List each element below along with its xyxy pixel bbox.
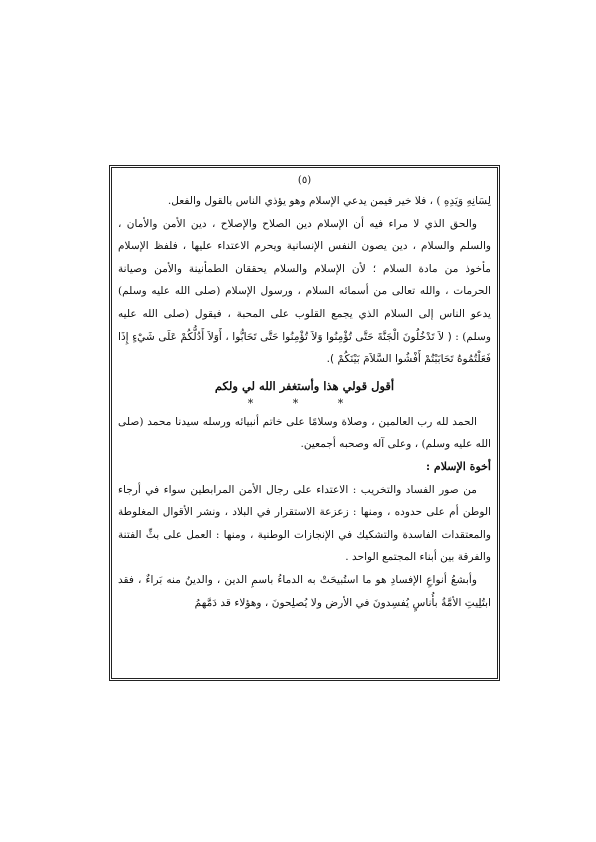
- page-frame: [109, 165, 500, 681]
- section-divider-stars: * * *: [247, 396, 362, 410]
- paragraph-islam-peace-text: والحق الذي لا مراء فيه أن الإسلام دين الصلاح والإصلاح ، دين الأمن والأمان ، والسلم والسلام ، دين يصون النفس الإنسانية ويحرم الاعتداء عليها ، فلفظ الإسلام مأخوذ من مادة السلام ؛ لأن الإسلام والسلام يحققان الطمأنينة والأمن وصيانة الحرمات ، والله تعالى من أسمائه السلام ، ورسول الإسلام (صلى الله عليه وسلم) يدعو الناس إلى السلام الذي يجمع القلوب على المحبة ، فيقول (صلى الله عليه وسلم) :: [118, 217, 491, 343]
- closing-heading: أقول قولي هذا وأستغفر الله لي ولكم: [214, 378, 395, 393]
- subheading-brothers-of-islam: أخوة الإسلام :: [426, 459, 491, 473]
- page-number: (٥): [297, 175, 312, 186]
- paragraph-worst-corruption: وأبشعُ أنواعِ الإفسادِ هو ما استُبيحَتْ به الدماءُ باسمِ الدين ، والدينُ منه بَراءٌ ، فقد ابتُلِيتِ الأمَّةُ بأُناسٍ يُفسِدونَ في الأرض ولا يُصلِحونَ ، وهؤلاء قد دَمَّهمُ: [118, 573, 491, 609]
- paragraph-praise: الحمد لله رب العالمين ، وصلاة وسلامًا على خاتم أنبيائه ورسله سيدنا محمد (صلى الله عليه وسلم) ، وعلى آله وصحبه أجمعين.: [118, 415, 491, 451]
- page-content: [118, 172, 491, 674]
- paragraph-islam-peace: [118, 213, 491, 371]
- paragraph-continuation: لِسَانِهِ وَيَدِهِ ) ، فلا خير فيمن يدعي الإسلام وهو يؤذي الناس بالقول والفعل.: [167, 195, 491, 207]
- paragraph-corruption: من صور الفساد والتخريب : الاعتداء على رجال الأمن المرابطين سواء في أرجاء الوطن أم على حدوده ، ومنها : زعزعة الاستقرار في البلاد ، ونشر الأقوال المغلوطة والمعتقدات الفاسدة والتشكيك في الإنجازات الوطنية ، ومنها : العمل على بثِّ الفتنة والفرقة بين أبناء المجتمع الواحد .: [118, 483, 491, 564]
- hadith-quote: ( لاَ تَدْخُلُونَ الْجَنَّةَ حَتَّى تُؤْمِنُوا وَلاَ تُؤْمِنُوا حَتَّى تَحَابُّوا ، أَوَلاَ أَدُلُّكُمْ عَلَى شَيْءٍ إِذَا فَعَلْتُمُوهُ تَحَابَبْتُمْ أَفْشُوا السَّلاَمَ بَيْنَكُمْ ).: [118, 330, 491, 366]
